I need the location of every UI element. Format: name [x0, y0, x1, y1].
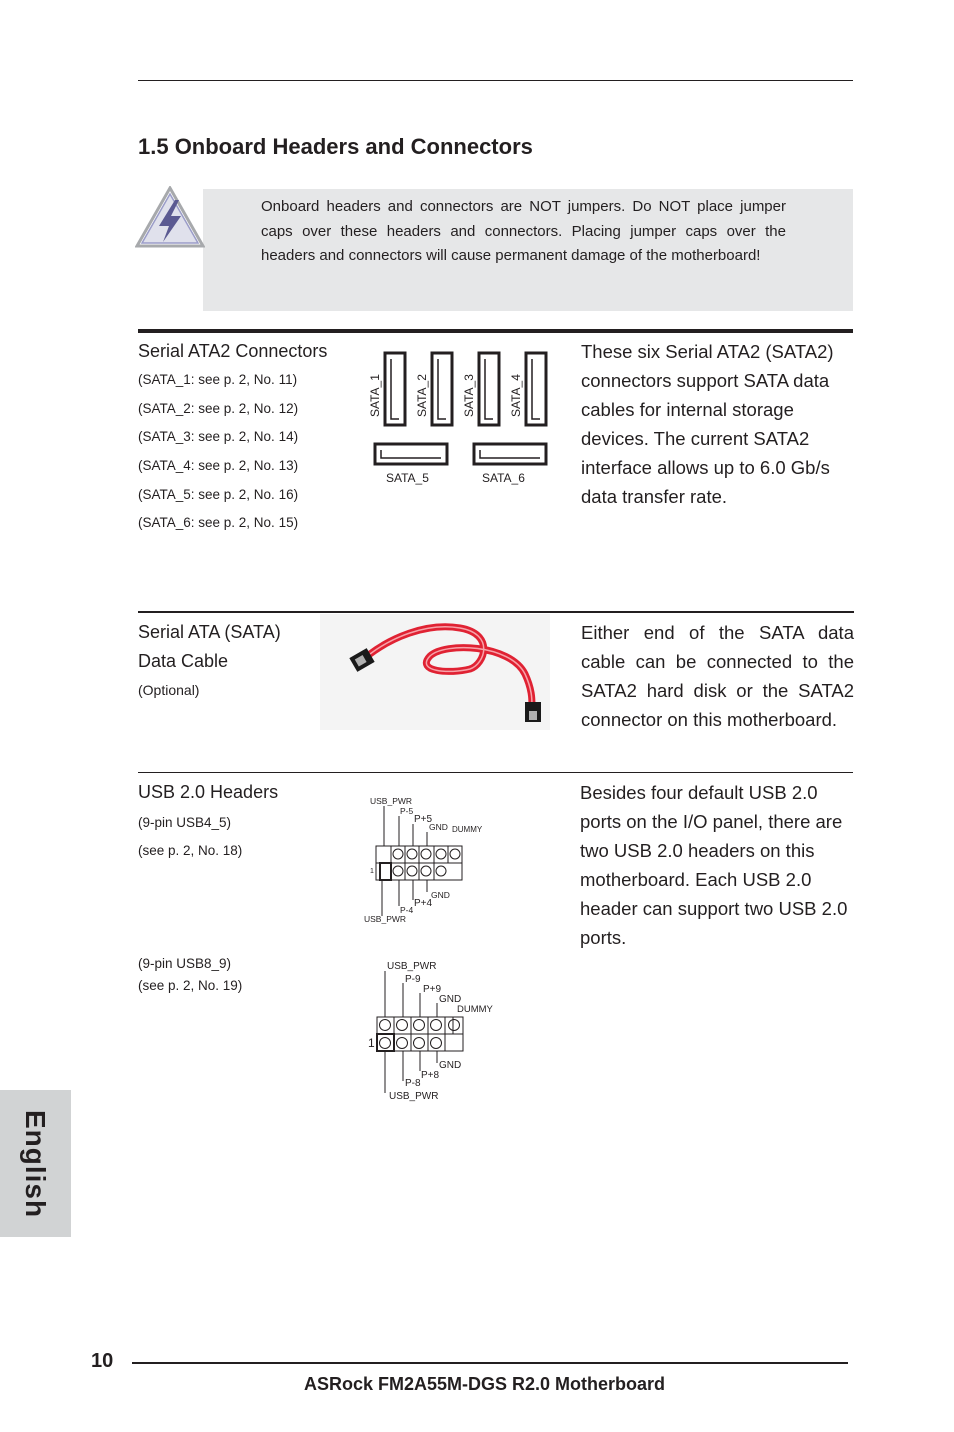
section-title: 1.5 Onboard Headers and Connectors	[138, 134, 533, 159]
sata-connectors-heading: Serial ATA2 Connectors	[138, 341, 328, 361]
sata-3-connector	[479, 353, 499, 425]
sata-6-connector	[474, 444, 546, 464]
section-divider	[138, 329, 853, 333]
sata-6-label: SATA_6	[482, 471, 525, 485]
usb45-label-p5-neg: P-5	[400, 806, 414, 816]
usb89-label-gnd-top: GND	[439, 994, 462, 1005]
usb89-ref: (see p. 2, No. 19)	[138, 978, 243, 993]
usb89-label-p8-pos: P+8	[421, 1070, 440, 1081]
usb45-label-usb-pwr-top: USB_PWR	[370, 796, 413, 806]
sata-3-label: SATA_3	[462, 374, 476, 417]
divider-3	[138, 772, 853, 773]
usb45-label-dummy: DUMMY	[452, 825, 483, 834]
usb89-header-diagram	[365, 955, 505, 1105]
sata-ref-3: (SATA_3: see p. 2, No. 14)	[138, 429, 299, 444]
sata-ref-1: (SATA_1: see p. 2, No. 11)	[138, 372, 298, 387]
footer-product: ASRock FM2A55M-DGS R2.0 Motherboard	[304, 1374, 666, 1394]
usb89-label-p8-neg: P-8	[405, 1078, 421, 1089]
usb89-label-dummy: DUMMY	[457, 1004, 493, 1015]
usb45-pin-label: (9-pin USB4_5)	[138, 815, 232, 830]
usb89-label-gnd-bottom: GND	[439, 1060, 462, 1071]
usb45-label-p4-pos: P+4	[414, 898, 433, 909]
usb45-label-p4-neg: P-4	[400, 905, 414, 915]
usb45-label-gnd-bottom: GND	[431, 890, 450, 900]
warning-lightning-icon	[135, 186, 205, 250]
usb89-label-p9-neg: P-9	[405, 974, 421, 985]
usb45-label-p5-pos: P+5	[414, 814, 433, 825]
usb89-pin1-label: 1	[368, 1036, 375, 1050]
divider-2	[138, 611, 854, 613]
sata-4-label: SATA_4	[509, 374, 523, 417]
sata-cable-optional: (Optional)	[138, 682, 200, 698]
footer-rule	[132, 1362, 848, 1364]
sata-5-label: SATA_5	[386, 471, 429, 485]
usb45-label-usb-pwr-bottom: USB_PWR	[364, 914, 407, 924]
sata-cable-heading-1: Serial ATA (SATA)	[138, 622, 281, 642]
sata-ref-6: (SATA_6: see p. 2, No. 15)	[138, 515, 299, 530]
sata-2-connector	[432, 353, 452, 425]
usb45-ref: (see p. 2, No. 18)	[138, 843, 243, 858]
usb45-header-diagram	[360, 792, 500, 927]
sata-1-connector	[385, 353, 405, 425]
usb89-label-usb-pwr-bottom: USB_PWR	[389, 1091, 439, 1102]
usb89-label-p9-pos: P+9	[423, 984, 442, 995]
warning-text: Onboard headers and connectors are NOT jumpers. Do NOT place jumper caps over these headers and connectors. Placing jumper caps over the headers and connectors will cause permanent damage of the motherboard!	[261, 198, 786, 264]
sata-ref-5: (SATA_5: see p. 2, No. 16)	[138, 487, 299, 502]
usb-headers-heading: USB 2.0 Headers	[138, 782, 279, 802]
sata-ref-4: (SATA_4: see p. 2, No. 13)	[138, 458, 299, 473]
sata-1-label: SATA_1	[368, 374, 382, 417]
language-tab-label-wrapper	[0, 1090, 71, 1237]
usb89-pin-label: (9-pin USB8_9)	[138, 956, 232, 971]
usb-headers-description: Besides four default USB 2.0 ports on the I/O panel, there are two USB 2.0 headers on this motherboard. Each USB 2.0 header can support two USB 2.0 ports.	[580, 782, 848, 948]
sata-ref-2: (SATA_2: see p. 2, No. 12)	[138, 401, 299, 416]
sata-4-connector	[526, 353, 546, 425]
sata-cable-image	[320, 614, 550, 730]
sata-connectors-description: These six Serial ATA2 (SATA2) connectors support SATA data cables for internal storage devices. The current SATA2 interface allows up to 6.0 Gb/s data transfer rate.	[581, 341, 834, 507]
top-rule	[138, 80, 853, 81]
usb45-pin1-label: 1	[370, 868, 374, 875]
usb45-label-gnd-top: GND	[429, 822, 448, 832]
sata-5-connector	[375, 444, 447, 464]
sata-connector-diagram	[360, 345, 560, 495]
sata-2-label: SATA_2	[415, 374, 429, 417]
sata-cable-heading-2: Data Cable	[138, 651, 229, 671]
sata-cable-description: Either end of the SATA data cable can be connected to the SATA2 hard disk or the SATA2 connector on this motherboard.	[581, 622, 854, 730]
usb89-label-usb-pwr-top: USB_PWR	[387, 961, 437, 972]
language-tab-label: English	[20, 1109, 52, 1218]
page-number: 10	[91, 1350, 114, 1372]
cable-connector-right	[525, 702, 541, 722]
